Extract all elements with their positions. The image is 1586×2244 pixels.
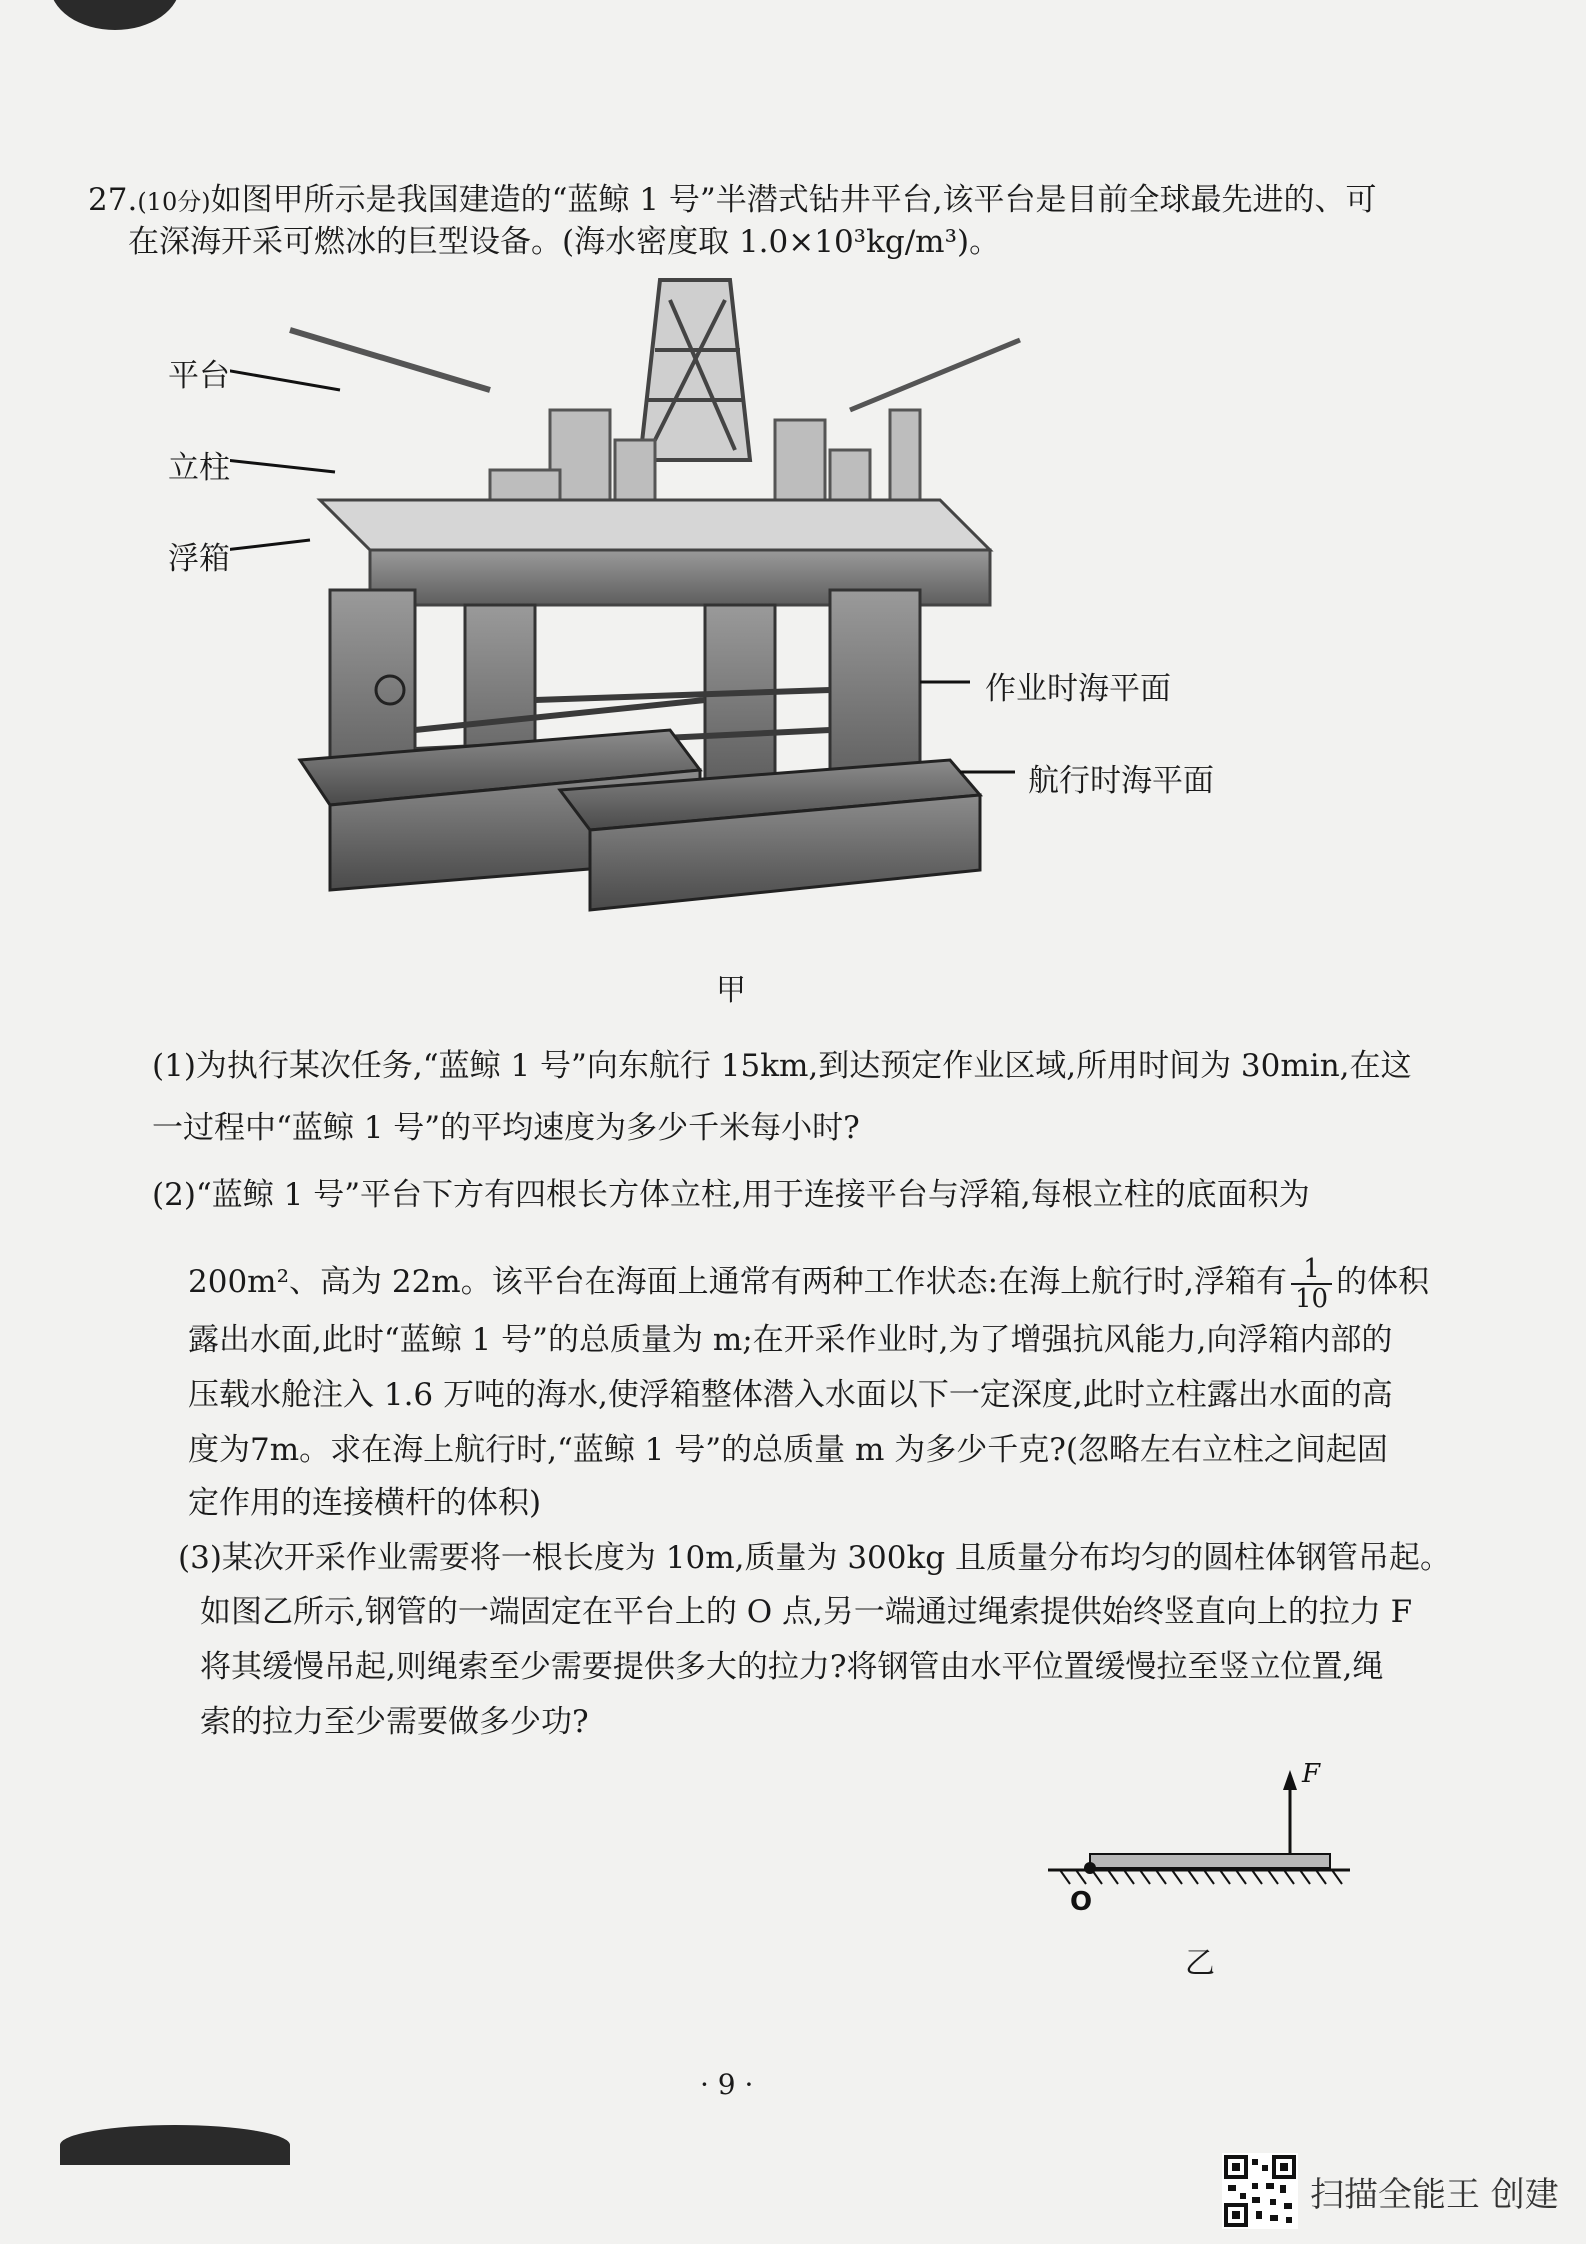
pivot-point [1084,1862,1096,1874]
question-intro-text-2: 在深海开采可燃冰的巨型设备。(海水密度取 1.0×10³kg/m³)。 [128,224,1001,260]
question-intro-line-1 [88,180,1377,222]
figure-jia-caption: 甲 [716,973,746,1008]
scan-shadow-bottom [60,2125,290,2165]
fraction-denominator: 10 [1294,1283,1329,1314]
fraction-one-tenth [1291,1255,1332,1313]
page-number: · 9 · [700,2068,754,2101]
part2-line-5: 度为7m。求在海上航行时,“蓝鲸 1 号”的总质量 m 为多少千克?(忽略左右立柱之间起固 [188,1432,1388,1468]
part2-line-2 [188,1252,1429,1313]
question-number: 27. [88,182,138,218]
platform-deck [320,500,990,550]
force-label: F [1302,1760,1321,1789]
part1-line-2: 一过程中“蓝鲸 1 号”的平均速度为多少千米每小时? [152,1110,860,1146]
drilling-platform-figure [230,260,1230,920]
force-arrow-head [1283,1770,1297,1790]
part2-line-2b: 的体积 [1336,1264,1430,1300]
part3-line-2: 如图乙所示,钢管的一端固定在平台上的 O 点,另一端通过绳索提供始终竖直向上的拉力 F [200,1594,1413,1630]
label-work-sea-level: 作业时海平面 [985,671,1171,707]
steel-pipe-diagram [1040,1760,1360,1960]
part3-line-3: 将其缓慢吊起,则绳索至少需要提供多大的拉力?将钢管由水平位置缓慢拉至竖立位置,绳 [200,1649,1384,1685]
fraction-numerator: 1 [1291,1255,1332,1285]
derrick [640,280,750,460]
watermark-text: 扫描全能王 创建 [1310,2174,1559,2215]
question-points: (10分) [137,188,211,216]
label-column: 立柱 [168,450,230,486]
part3-line-4: 索的拉力至少需要做多少功? [200,1704,589,1740]
scan-shadow-top [50,0,180,30]
label-pontoon: 浮箱 [168,541,230,577]
steel-pipe [1090,1854,1330,1868]
question-intro-text-1: 如图甲所示是我国建造的“蓝鲸 1 号”半潜式钻井平台,该平台是目前全球最先进的、可 [210,182,1377,218]
part3-line-1: (3)某次开采作业需要将一根长度为 10m,质量为 300kg 且质量分布均匀的圆柱体钢管吊起。 [178,1540,1451,1576]
figure-yi-caption: 乙 [1185,1946,1215,1981]
part2-line-6: 定作用的连接横杆的体积) [188,1485,542,1521]
qr-code-icon [1222,2153,1298,2229]
part2-line-1: (2)“蓝鲸 1 号”平台下方有四根长方体立柱,用于连接平台与浮箱,每根立柱的底面积为 [152,1177,1310,1213]
ground-hatching [1060,1870,1342,1884]
camscanner-watermark [1222,2153,1559,2229]
label-sail-sea-level: 航行时海平面 [1028,763,1214,799]
part2-line-3: 露出水面,此时“蓝鲸 1 号”的总质量为 m;在开采作业时,为了增强抗风能力,向浮箱内部的 [188,1322,1393,1358]
part2-line-4: 压载水舱注入 1.6 万吨的海水,使浮箱整体潜入水面以下一定深度,此时立柱露出水面的高 [188,1377,1393,1413]
question-intro-line-2 [128,222,1000,262]
pivot-label: O [1070,1887,1093,1917]
part1-line-1: (1)为执行某次任务,“蓝鲸 1 号”向东航行 15km,到达预定作业区域,所用时间为 30min,在这 [152,1048,1412,1084]
part2-line-2a: 200m²、高为 22m。该平台在海面上通常有两种工作状态:在海上航行时,浮箱有 [188,1264,1287,1300]
label-platform: 平台 [168,358,230,394]
